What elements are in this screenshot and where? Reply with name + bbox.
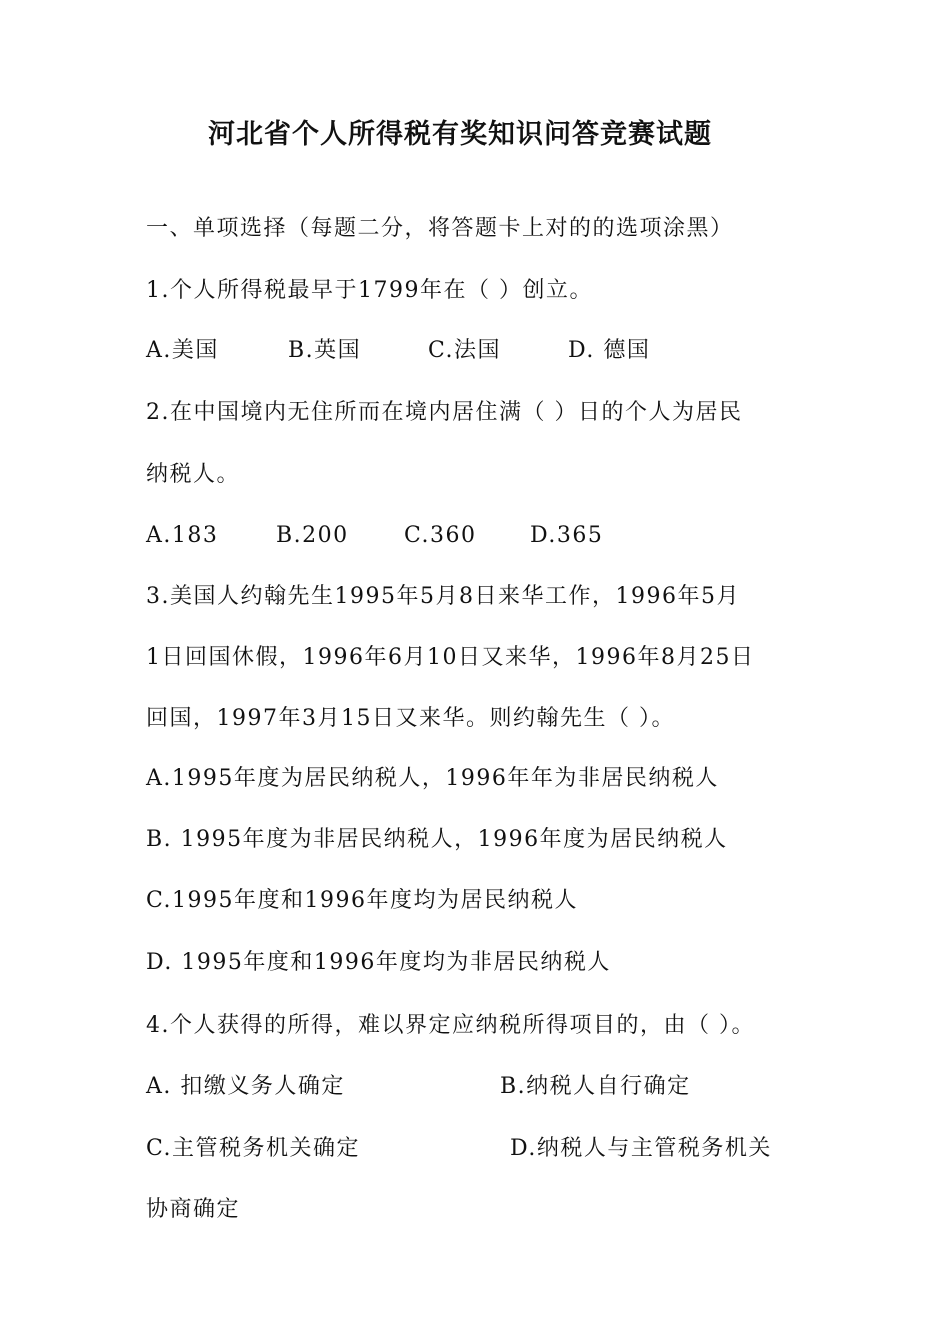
question-2-text-line-1: 2.在中国境内无住所而在境内居住满（ ）日的个人为居民 — [146, 400, 743, 425]
question-1-option-a: A.美国 — [146, 338, 219, 363]
question-1-text: 1.个人所得税最早于1799年在（ ）创立。 — [146, 278, 593, 303]
question-1-option-d: D. 德国 — [568, 338, 651, 363]
document-title: 河北省个人所得税有奖知识问答竞赛试题 — [208, 119, 712, 150]
question-3-text-line-3: 回国，1997年3月15日又来华。则约翰先生（ ）。 — [146, 706, 675, 731]
section-heading: 一、单项选择（每题二分，将答题卡上对的的选项涂黑） — [146, 216, 734, 241]
question-3-option-b: B. 1995年度为非居民纳税人，1996年度为居民纳税人 — [146, 827, 728, 852]
question-4-option-d-continued: 协商确定 — [146, 1197, 241, 1222]
question-3-option-c: C.1995年度和1996年度均为居民纳税人 — [146, 888, 579, 913]
question-4-option-c: C.主管税务机关确定 — [146, 1136, 361, 1161]
question-3-option-a: A.1995年度为居民纳税人，1996年年为非居民纳税人 — [146, 766, 719, 791]
question-3-text-line-2: 1日回国休假，1996年6月10日又来华，1996年8月25日 — [146, 645, 755, 670]
question-4-option-a: A. 扣缴义务人确定 — [146, 1074, 345, 1099]
question-2-option-d: D.365 — [530, 523, 604, 548]
question-3-text-line-1: 3.美国人约翰先生1995年5月8日来华工作，1996年5月 — [146, 584, 740, 609]
question-3-option-d: D. 1995年度和1996年度均为非居民纳税人 — [146, 950, 611, 975]
question-2-text-line-2: 纳税人。 — [146, 462, 241, 487]
question-4-option-b: B.纳税人自行确定 — [500, 1074, 691, 1099]
question-1-option-c: C.法国 — [428, 338, 502, 363]
question-2-option-a: A.183 — [146, 523, 219, 548]
question-4-option-d: D.纳税人与主管税务机关 — [510, 1136, 772, 1161]
question-1-option-b: B.英国 — [288, 338, 362, 363]
question-4-text: 4.个人获得的所得，难以界定应纳税所得项目的，由（ ）。 — [146, 1013, 755, 1038]
question-2-option-b: B.200 — [276, 523, 349, 548]
question-2-option-c: C.360 — [404, 523, 477, 548]
